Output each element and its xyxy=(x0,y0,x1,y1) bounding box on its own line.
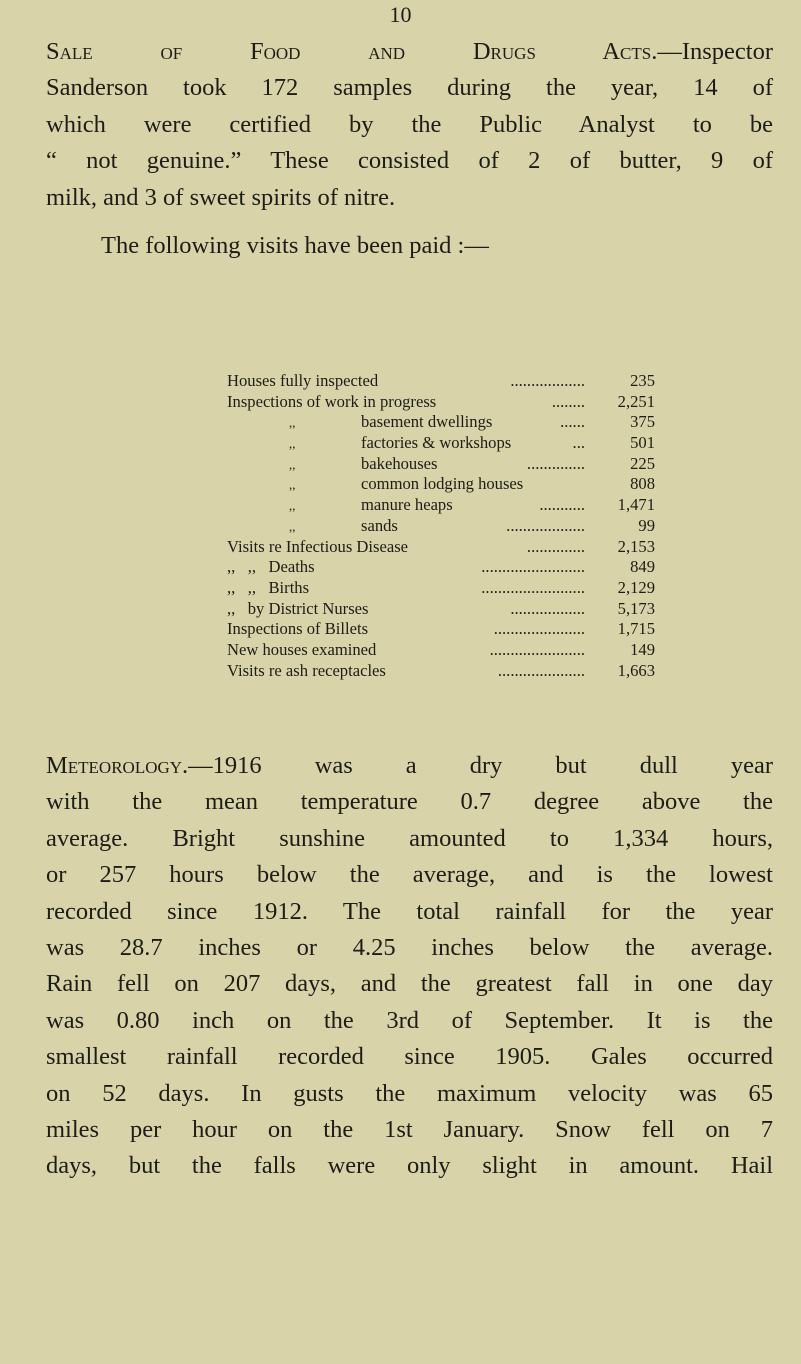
row-label-text: New houses examined xyxy=(227,639,377,659)
row-label-text: ,, ,, Births xyxy=(227,577,310,597)
food-drugs-paragraph xyxy=(46,34,773,216)
leader-dots: ......................... xyxy=(481,577,585,597)
table-row xyxy=(227,599,655,620)
row-label-text: manure heaps xyxy=(361,495,453,515)
leader-dots: ..................... xyxy=(497,660,585,680)
leader-dots: ... xyxy=(572,433,585,453)
row-label xyxy=(227,412,585,433)
row-label-text: Visits re Infectious Disease xyxy=(227,536,409,556)
paragraph-line: with the mean temperature 0.7 degree above the xyxy=(46,788,773,816)
table-row xyxy=(227,495,655,516)
paragraph-line: was 0.80 inch on the 3rd of September. It is the xyxy=(46,1006,773,1034)
paragraph-line: or 257 hours below the average, and is the lowest xyxy=(46,861,773,889)
visits-table xyxy=(227,371,655,681)
row-label xyxy=(227,474,585,495)
row-value: 2,251 xyxy=(617,391,655,411)
row-label xyxy=(227,557,585,578)
row-label xyxy=(227,640,585,661)
row-label xyxy=(227,516,585,537)
row-value: 849 xyxy=(630,557,655,577)
row-value: 501 xyxy=(630,433,655,453)
row-label xyxy=(227,599,585,620)
paragraph-line: Meteorology.—1916 was a dry but dull year xyxy=(46,752,773,779)
row-label xyxy=(227,371,585,392)
row-value: 5,173 xyxy=(617,598,655,618)
row-label-text: Houses fully inspected xyxy=(227,371,379,390)
ditto-mark: ,, xyxy=(289,436,296,452)
row-label-text: sands xyxy=(361,515,398,535)
ditto-mark: ,, xyxy=(289,456,296,472)
paragraph-line: smallest rainfall recorded since 1905. Gales occurred xyxy=(46,1043,773,1071)
row-label xyxy=(227,619,585,640)
table-row xyxy=(227,578,655,599)
ditto-mark: ,, xyxy=(289,518,296,534)
row-label-text: ,, by District Nurses xyxy=(227,598,369,618)
row-label xyxy=(227,433,585,454)
section-heading: Sale of Food and Drugs Acts. xyxy=(46,38,658,65)
row-value: 2,129 xyxy=(617,577,655,597)
ditto-mark: ,, xyxy=(289,498,296,514)
table-row xyxy=(227,661,655,682)
paragraph-line: Rain fell on 207 days, and the greatest fall in one day xyxy=(46,970,773,998)
paragraph-line: Sale of Food and Drugs Acts.—Inspector xyxy=(46,38,773,65)
row-label xyxy=(227,661,585,682)
table-row xyxy=(227,454,655,475)
leader-dots: ........ xyxy=(551,391,585,411)
leader-dots: ........... xyxy=(539,495,585,515)
table-row xyxy=(227,412,655,433)
paragraph-line: recorded since 1912. The total rainfall for the year xyxy=(46,897,773,925)
table-row xyxy=(227,474,655,495)
leader-dots: .............. xyxy=(526,453,585,473)
row-label-text: factories & workshops xyxy=(361,433,512,453)
row-label xyxy=(227,392,585,413)
row-value: 1,471 xyxy=(617,495,655,515)
ditto-mark: ,, xyxy=(289,415,296,431)
table-row xyxy=(227,433,655,454)
row-label-text: Inspections of Billets xyxy=(227,619,369,639)
leader-dots: ...................... xyxy=(493,619,585,639)
row-label-text: common lodging houses xyxy=(361,474,524,494)
leader-dots: .................. xyxy=(510,598,585,618)
row-value: 1,663 xyxy=(617,660,655,680)
paragraph-line: on 52 days. In gusts the maximum velocity was 65 xyxy=(46,1079,773,1107)
table-row xyxy=(227,516,655,537)
row-label-text: bakehouses xyxy=(361,453,438,473)
row-value: 149 xyxy=(630,639,655,659)
paragraph-line: milk, and 3 of sweet spirits of nitre. xyxy=(46,183,396,211)
row-label xyxy=(227,495,585,516)
row-label-text: basement dwellings xyxy=(361,412,493,432)
leader-dots: ................... xyxy=(506,515,585,535)
page-number: 10 xyxy=(389,2,412,27)
section-heading: Meteorology. xyxy=(46,752,189,779)
leader-dots: ......................... xyxy=(481,557,585,577)
paragraph-line: Sanderson took 172 samples during the year, 14 of xyxy=(46,74,773,102)
row-label-text: Inspections of work in progress xyxy=(227,391,437,411)
row-value: 2,153 xyxy=(617,536,655,556)
ditto-mark: ,, xyxy=(289,477,296,493)
paragraph-line: “ not genuine.” These consisted of 2 of butter, 9 of xyxy=(46,147,773,175)
row-label xyxy=(227,454,585,475)
row-label xyxy=(227,578,585,599)
leader-dots: ...... xyxy=(560,412,585,432)
row-value: 1,715 xyxy=(617,619,655,639)
row-value: 235 xyxy=(630,371,655,390)
paragraph-line: was 28.7 inches or 4.25 inches below the average. xyxy=(46,933,773,961)
row-label xyxy=(227,537,585,558)
row-value: 99 xyxy=(638,515,655,535)
row-label-text: ,, ,, Deaths xyxy=(227,557,315,577)
row-value: 808 xyxy=(630,474,655,494)
paragraph-line: days, but the falls were only slight in amount. Hail xyxy=(46,1152,773,1180)
leader-dots: .................. xyxy=(510,371,585,390)
row-value: 225 xyxy=(630,453,655,473)
meteorology-paragraph xyxy=(46,748,773,1185)
paragraph-line: which were certified by the Public Analyst to be xyxy=(46,110,773,138)
table-row xyxy=(227,640,655,661)
table-row xyxy=(227,537,655,558)
leader-dots: ....................... xyxy=(489,639,585,659)
table-row xyxy=(227,557,655,578)
table-row xyxy=(227,371,655,392)
paragraph-line: miles per hour on the 1st January. Snow fell on 7 xyxy=(46,1115,773,1143)
leader-dots: .............. xyxy=(526,536,585,556)
table-row xyxy=(227,392,655,413)
visits-intro: The following visits have been paid :— xyxy=(101,232,489,259)
row-value: 375 xyxy=(630,412,655,432)
paragraph-line: average. Bright sunshine amounted to 1,334 hours, xyxy=(46,824,773,852)
row-label-text: Visits re ash receptacles xyxy=(227,660,386,680)
table-row xyxy=(227,619,655,640)
